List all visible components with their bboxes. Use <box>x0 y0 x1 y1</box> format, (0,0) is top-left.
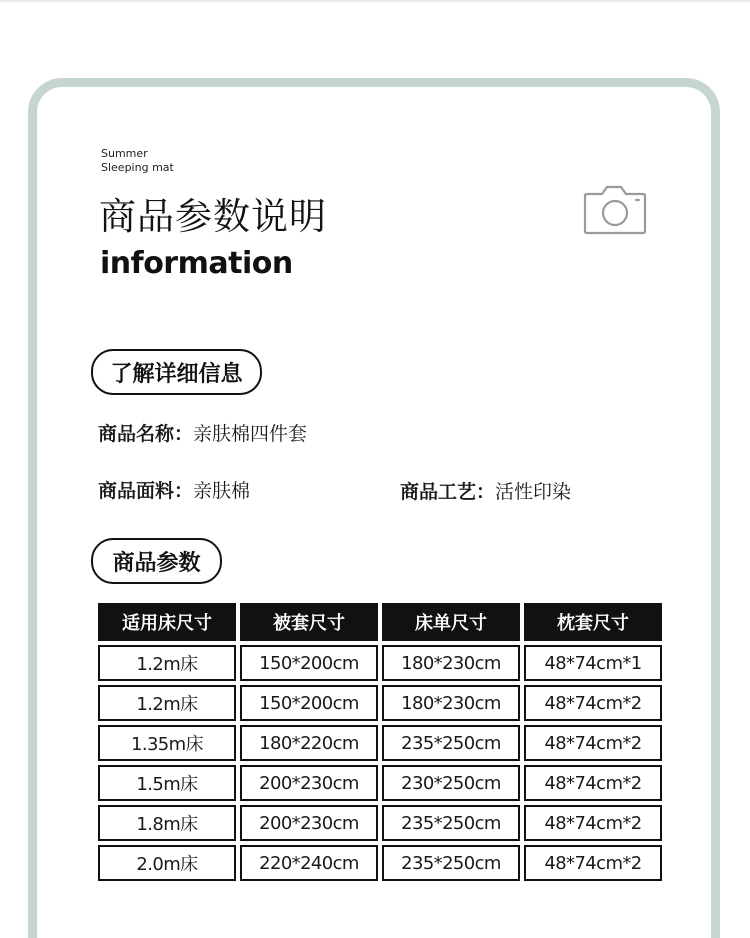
cell-bed-size: 1.35m床 <box>98 725 236 761</box>
cell-bed-size: 1.5m床 <box>98 765 236 801</box>
cell-pillowcase-size: 48*74cm*2 <box>524 765 662 801</box>
table-row <box>98 685 662 721</box>
top-divider <box>0 0 750 2</box>
header-subtitle <box>101 147 174 175</box>
cell-pillowcase-size: 48*74cm*2 <box>524 725 662 761</box>
cell-bed-size: 1.8m床 <box>98 805 236 841</box>
header-duvet-size: 被套尺寸 <box>240 603 378 641</box>
cell-duvet-size: 150*200cm <box>240 645 378 681</box>
page-title: 商品参数说明 <box>99 195 327 238</box>
fabric-value: 亲肤棉 <box>193 480 251 502</box>
cell-duvet-size: 200*230cm <box>240 805 378 841</box>
page-title-english: information <box>100 246 293 281</box>
params-section-label: 商品参数 <box>91 538 222 584</box>
table-row <box>98 725 662 761</box>
header-bed-size: 适用床尺寸 <box>98 603 236 641</box>
cell-duvet-size: 150*200cm <box>240 685 378 721</box>
cell-sheet-size: 230*250cm <box>382 765 520 801</box>
cell-pillowcase-size: 48*74cm*2 <box>524 685 662 721</box>
cell-sheet-size: 235*250cm <box>382 805 520 841</box>
cell-bed-size: 1.2m床 <box>98 645 236 681</box>
cell-sheet-size: 235*250cm <box>382 845 520 881</box>
table-row <box>98 845 662 881</box>
fabric-row <box>98 479 250 503</box>
craft-row <box>400 480 571 504</box>
cell-duvet-size: 200*230cm <box>240 765 378 801</box>
cell-pillowcase-size: 48*74cm*1 <box>524 645 662 681</box>
craft-key: 商品工艺： <box>400 481 496 503</box>
subtitle-line-1: Summer <box>101 147 148 160</box>
fabric-key: 商品面料： <box>98 480 194 502</box>
subtitle-line-2: Sleeping mat <box>101 161 174 174</box>
product-name-row <box>98 422 307 446</box>
cell-pillowcase-size: 48*74cm*2 <box>524 845 662 881</box>
cell-bed-size: 2.0m床 <box>98 845 236 881</box>
cell-duvet-size: 220*240cm <box>240 845 378 881</box>
product-name-value: 亲肤棉四件套 <box>193 423 308 445</box>
cell-sheet-size: 180*230cm <box>382 645 520 681</box>
product-name-key: 商品名称： <box>98 423 194 445</box>
header-sheet-size: 床单尺寸 <box>382 603 520 641</box>
camera-icon <box>583 184 647 236</box>
cell-duvet-size: 180*220cm <box>240 725 378 761</box>
details-section-label: 了解详细信息 <box>91 349 262 395</box>
table-row <box>98 645 662 681</box>
craft-value: 活性印染 <box>495 481 572 503</box>
cell-sheet-size: 180*230cm <box>382 685 520 721</box>
cell-sheet-size: 235*250cm <box>382 725 520 761</box>
table-row <box>98 805 662 841</box>
cell-pillowcase-size: 48*74cm*2 <box>524 805 662 841</box>
spec-table <box>98 603 662 885</box>
table-row <box>98 765 662 801</box>
cell-bed-size: 1.2m床 <box>98 685 236 721</box>
table-header-row <box>98 603 662 641</box>
header-pillowcase-size: 枕套尺寸 <box>524 603 662 641</box>
